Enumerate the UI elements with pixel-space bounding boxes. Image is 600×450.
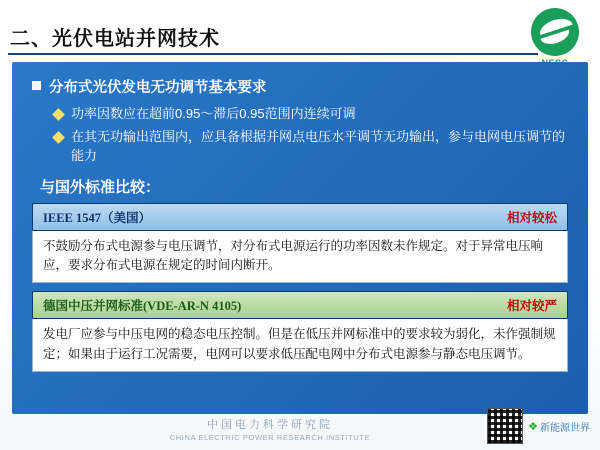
wechat-label: 新能源世界	[540, 422, 590, 434]
standard-name: IEEE 1547（美国）	[43, 210, 152, 225]
status-badge: 相对较严	[506, 299, 557, 314]
square-bullet-icon	[32, 81, 41, 90]
logo-mark-icon	[531, 8, 579, 56]
standard-body-vde: 发电厂应参与中压电网的稳态电压控制。但是在低压并网标准中的要求较为弱化，未作强制规定；如果由于运行工况需要，电网可以要求低压配电网中分布式电源参与静态电压调节。	[32, 319, 568, 372]
standard-header-vde	[32, 291, 568, 319]
list-item-label: 在其无功输出范围内，应具备根据并网点电压水平调节无功输出，参与电网电压调节的能力	[71, 128, 566, 163]
footer-org-cn: 中国电力科学研究院	[207, 419, 333, 431]
status-badge: 相对较松	[506, 210, 557, 225]
title-divider	[8, 53, 538, 55]
footer-org	[150, 416, 390, 442]
standard-body-ieee: 不鼓励分布式电源参与电压调节，对分布式电源运行的功率因数未作规定。对于异常电压响应，要求分布式电源在规定的时间内断开。	[32, 231, 568, 284]
standard-header-ieee	[32, 203, 568, 231]
qr-code-icon	[487, 408, 523, 444]
content-panel	[12, 62, 588, 414]
page-title	[0, 22, 520, 51]
nesc-logo	[524, 8, 586, 70]
list-item	[54, 105, 574, 124]
section-heading	[32, 76, 574, 97]
page-title-text: 二、光伏电站并网技术	[10, 28, 220, 50]
diamond-bullet-icon	[52, 131, 65, 144]
comparison-title: 与国外标准比较：	[40, 178, 161, 196]
standard-name: 德国中压并网标准(VDE-AR-N 4105)	[43, 299, 242, 314]
footer-org-en: CHINA ELECTRIC POWER RESEARCH INSTITUTE	[169, 433, 371, 442]
section-heading-text: 分布式光伏发电无功调节基本要求	[49, 80, 267, 96]
wechat-icon: ❖	[528, 420, 538, 433]
diamond-bullet-icon	[52, 108, 65, 121]
list-item	[54, 128, 574, 166]
list-item-label: 功率因数应在超前0.95～滞后0.95范围内连续可调	[71, 106, 356, 121]
wechat-badge	[487, 408, 590, 444]
